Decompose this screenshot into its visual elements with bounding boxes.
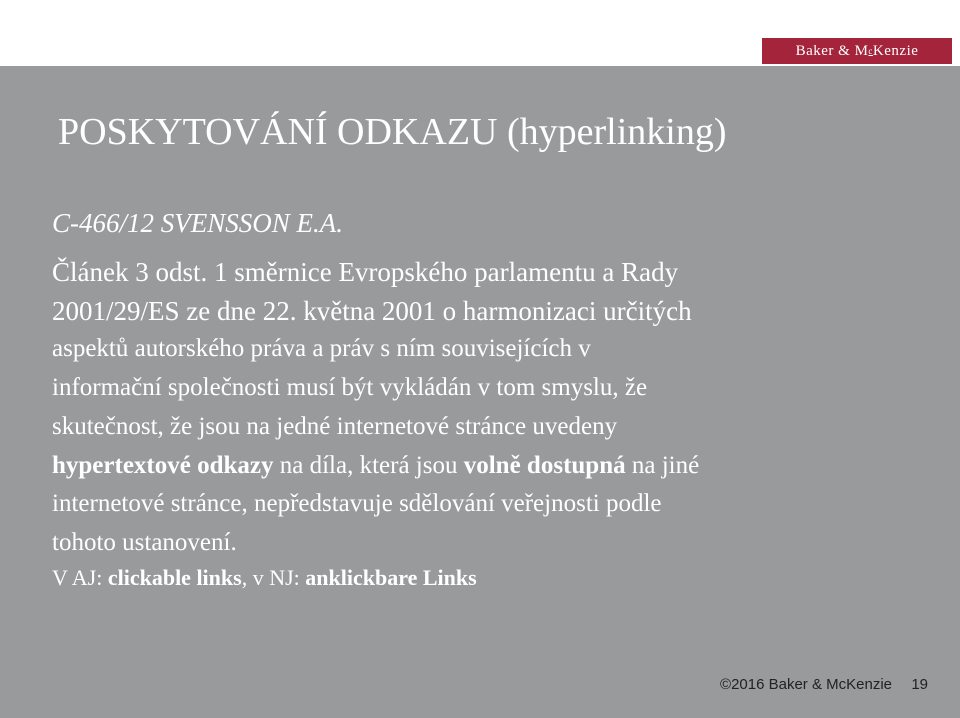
case-reference: C-466/12 SVENSSON E.A. xyxy=(52,208,343,238)
page-number: 19 xyxy=(911,676,928,693)
bold-term-freely-available: volně dostupná xyxy=(463,451,626,479)
paragraph-line: internetové stránce, nepředstavuje sdělování veřejnosti podle xyxy=(52,490,662,518)
paragraph-line: tohoto ustanovení. xyxy=(52,528,237,556)
paragraph-line: informační společnosti musí být vykládán v tom smyslu, že xyxy=(52,374,648,402)
logo-text-part-1: Baker & M xyxy=(795,42,869,59)
footer-copyright: ©2016 Baker & McKenzie xyxy=(720,676,892,693)
paragraph-line: Článek 3 odst. 1 směrnice Evropského parlamentu a Rady xyxy=(52,257,679,287)
paragraph-line xyxy=(52,447,922,486)
english-term: clickable links xyxy=(107,565,242,590)
slide-title: POSKYTOVÁNÍ ODKAZU (hyperlinking) xyxy=(58,111,727,153)
language-note xyxy=(52,565,477,591)
paragraph-text: na jiné xyxy=(625,451,700,479)
german-term: anklickbare Links xyxy=(305,565,477,590)
lang-note-prefix: V AJ: xyxy=(52,565,108,590)
paragraph-line: 2001/29/ES ze dne 22. května 2001 o harmonizaci určitých xyxy=(52,295,692,326)
baker-mckenzie-logo xyxy=(762,38,952,64)
logo-text-superscript: c xyxy=(868,46,873,56)
paragraph-line: skutečnost, že jsou na jedné internetové stránce uvedeny xyxy=(52,412,618,440)
lang-note-middle: , v NJ: xyxy=(241,565,306,590)
paragraph-text: na díla, která jsou xyxy=(273,451,464,479)
bold-term-hypertext-links: hypertextové odkazy xyxy=(52,451,274,479)
paragraph-line: aspektů autorského práva a práv s ním souvisejících v xyxy=(52,335,591,363)
logo-text-part-2: Kenzie xyxy=(872,42,919,59)
ruling-paragraph xyxy=(52,253,922,563)
